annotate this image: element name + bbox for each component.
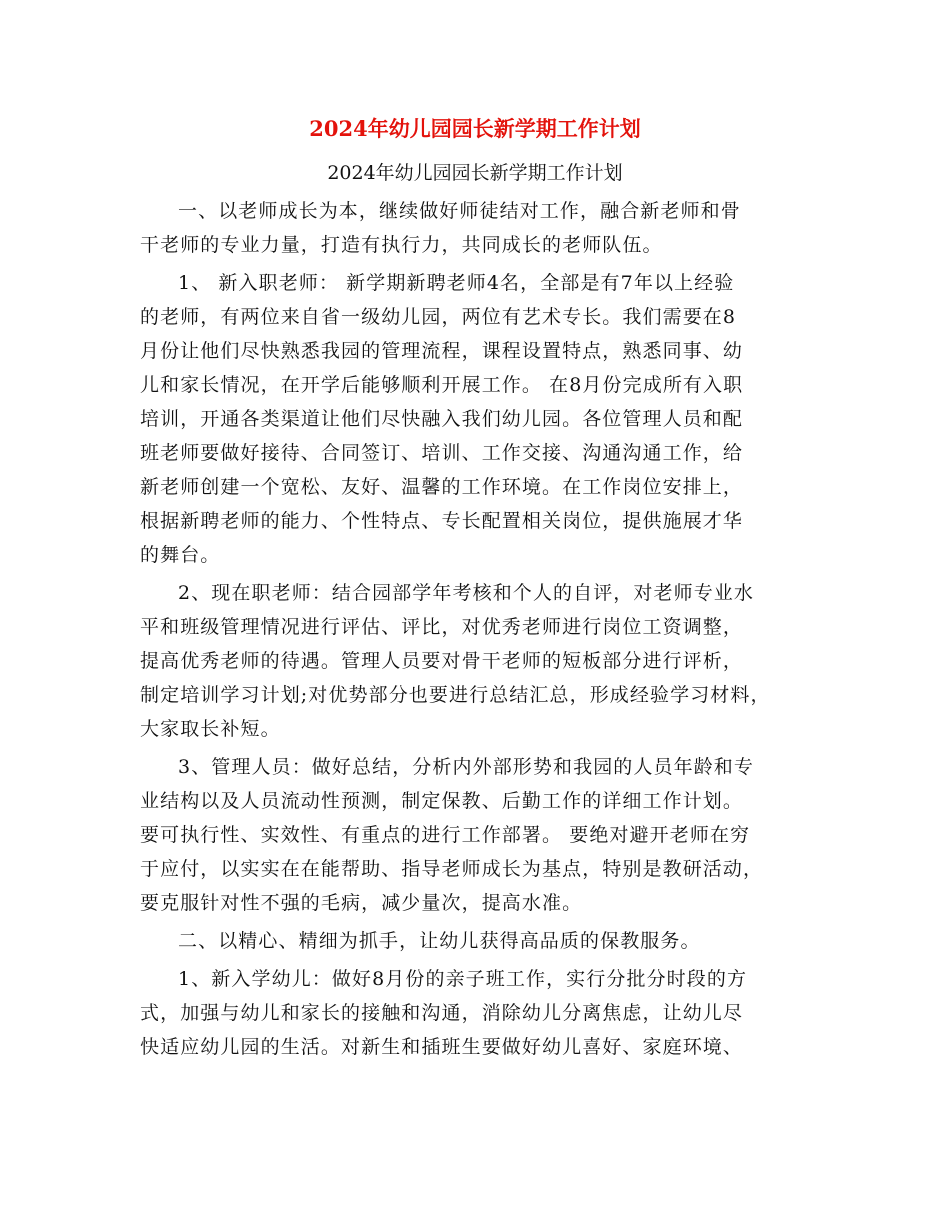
text-line: 制定培训学习计划;对优势部分也要进行总结汇总，形成经验学习材料， bbox=[140, 684, 771, 706]
text-line: 提高优秀老师的待遇。管理人员要对骨干老师的短板部分进行评析， bbox=[140, 650, 744, 672]
text-line: 1、新入学幼儿：做好8月份的亲子班工作，实行分批分时段的方 bbox=[178, 968, 748, 990]
text-line: 3、管理人员：做好总结，分析内外部形势和我园的人员年龄和专 bbox=[178, 756, 754, 778]
text-line: 班老师要做好接待、合同签订、培训、工作交接、沟通沟通工作，给 bbox=[140, 442, 744, 464]
text-line: 快适应幼儿园的生活。对新生和插班生要做好幼儿喜好、家庭环境、 bbox=[140, 1036, 744, 1058]
text-line: 培训，开通各类渠道让他们尽快融入我们幼儿园。各位管理人员和配 bbox=[140, 408, 744, 430]
text-line: 要可执行性、实效性、有重点的进行工作部署。 要绝对避开老师在穷 bbox=[140, 824, 751, 846]
document-body bbox=[140, 194, 812, 1064]
text-line: 2、现在职老师：结合园部学年考核和个人的自评，对老师专业水 bbox=[178, 582, 754, 604]
text-line: 大家取长补短。 bbox=[140, 718, 281, 740]
paragraph bbox=[140, 750, 812, 920]
text-line: 月份让他们尽快熟悉我园的管理流程，课程设置特点，熟悉同事、幼 bbox=[140, 340, 744, 362]
paragraph bbox=[140, 962, 812, 1064]
text-line: 干老师的专业力量，打造有执行力，共同成长的老师队伍。 bbox=[140, 234, 663, 256]
paragraph bbox=[140, 266, 812, 572]
document-subtitle: 2024年幼儿园园长新学期工作计划 bbox=[327, 162, 623, 184]
text-line: 于应付，以实实在在能帮助、指导老师成长为基点，特别是教研活动， bbox=[140, 858, 764, 880]
text-line: 平和班级管理情况进行评估、评比，对优秀老师进行岗位工资调整， bbox=[140, 616, 744, 638]
text-line: 要克服针对性不强的毛病，减少量次，提高水准。 bbox=[140, 892, 583, 914]
paragraph bbox=[140, 194, 812, 262]
text-line: 一、以老师成长为本，继续做好师徒结对工作，融合新老师和骨 bbox=[178, 200, 741, 222]
text-line: 新老师创建一个宽松、友好、温馨的工作环境。在工作岗位安排上， bbox=[140, 476, 744, 498]
document-title: 2024年幼儿园园长新学期工作计划 bbox=[309, 116, 641, 141]
text-line: 根据新聘老师的能力、个性特点、专长配置相关岗位，提供施展才华 bbox=[140, 510, 744, 532]
text-line: 式，加强与幼儿和家长的接触和沟通，消除幼儿分离焦虑，让幼儿尽 bbox=[140, 1002, 744, 1024]
text-line: 1、 新入职老师： 新学期新聘老师4名，全部是有7年以上经验 bbox=[178, 272, 735, 294]
text-line: 的舞台。 bbox=[140, 544, 221, 566]
paragraph bbox=[140, 924, 812, 958]
text-line: 的老师，有两位来自省一级幼儿园，两位有艺术专长。我们需要在8 bbox=[140, 306, 737, 328]
paragraph bbox=[140, 576, 812, 746]
text-line: 二、以精心、精细为抓手，让幼儿获得高品质的保教服务。 bbox=[178, 930, 701, 952]
text-line: 儿和家长情况，在开学后能够顺利开展工作。 在8月份完成所有入职 bbox=[140, 374, 744, 396]
text-line: 业结构以及人员流动性预测，制定保教、后勤工作的详细工作计划。 bbox=[140, 790, 744, 812]
